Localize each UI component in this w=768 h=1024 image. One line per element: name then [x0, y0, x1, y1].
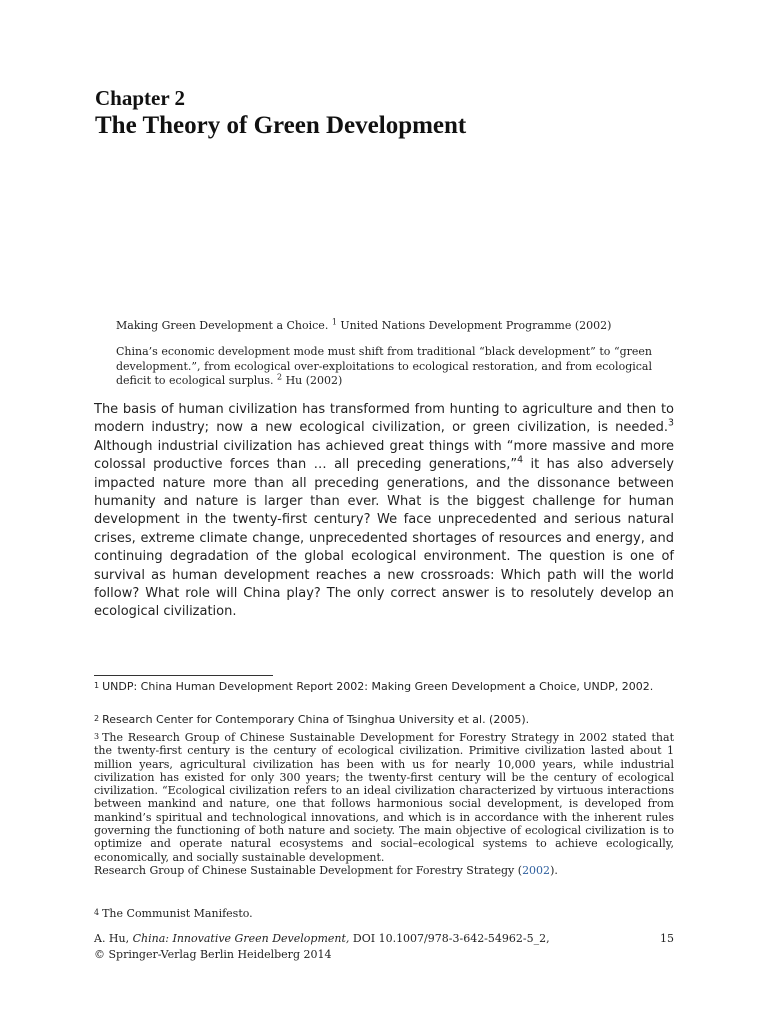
chapter-label: Chapter 2	[95, 86, 186, 110]
footnote-3-cite-link[interactable]: 2002	[522, 863, 551, 877]
footnote-divider	[94, 675, 273, 676]
epigraph-2-note[interactable]: 2	[277, 372, 283, 382]
body-paragraph	[94, 401, 674, 622]
footnote-4	[94, 907, 674, 920]
footnote-3-cite-suffix: ).	[550, 863, 558, 877]
footnote-3-number: 3	[94, 732, 100, 741]
footnote-1	[94, 680, 674, 693]
imprint	[94, 931, 674, 962]
epigraph-1	[116, 319, 652, 334]
epigraph-2-text: China’s economic development mode must shift from traditional “black development” to “green development.”, from ecological over-exploitations to ecological restoration, and from ecological deficit to ecological surplus.	[116, 345, 652, 387]
footnote-2-number: 2	[94, 714, 100, 723]
imprint-line-1	[94, 931, 674, 947]
footnote-2	[94, 713, 674, 726]
epigraph-1-text: Making Green Development a Choice.	[116, 319, 329, 332]
footnote-1-text: UNDP: China Human Development Report 2002: Making Green Development a Choice, UNDP, 2002.	[102, 680, 654, 693]
imprint-author: A. Hu,	[94, 932, 130, 945]
footnote-4-number: 4	[94, 908, 100, 917]
footnote-ref-3[interactable]: 3	[668, 418, 674, 430]
chapter-title: The Theory of Green Development	[95, 112, 467, 139]
footnote-2-text: Research Center for Contemporary China of Tsinghua University et al. (2005).	[102, 713, 530, 726]
epigraph-2-source: Hu (2002)	[285, 374, 343, 387]
page-number: 15	[660, 932, 674, 945]
footnote-ref-4[interactable]: 4	[517, 454, 524, 466]
imprint-book-title: China: Innovative Green Development,	[132, 932, 350, 945]
footnote-1-number: 1	[94, 681, 100, 690]
epigraph-1-note[interactable]: 1	[331, 317, 337, 327]
footnote-3-cite-prefix: Research Group of Chinese Sustainable Development for Forestry Strategy (	[94, 863, 523, 877]
footnote-3	[94, 731, 674, 877]
body-text-part-3: it has also adversely impacted nature more than all preceding generations, and the dissonance between humanity and nature is larger than ever. What is the biggest challenge for human development in the twenty-first century? We face unprecedented and serious natural crises, extreme climate change, unprecedented shortages of resources and energy, and continuing degradation of the global ecological environment. The question is one of survival as human development reaches a new crossroads: Which path will the world follow? What role will China play? The only correct answer is to resolutely develop an ecological civilization.	[94, 457, 674, 620]
epigraph-2	[116, 345, 652, 389]
epigraph-1-source: United Nations Development Programme (2002)	[340, 319, 612, 332]
body-text-part-2: Although industrial civilization has achieved great things with “more massive and more colossal productive forces than … all preceding generations,”	[94, 438, 674, 473]
footnote-4-text: The Communist Manifesto.	[102, 907, 253, 920]
body-text-part-1: The basis of human civilization has transformed from hunting to agriculture and then to modern industry; now a new ecological civilization, or green civilization, is needed.	[94, 402, 674, 436]
imprint-doi: DOI 10.1007/978-3-642-54962-5_2,	[352, 932, 550, 945]
footnote-3-text: The Research Group of Chinese Sustainable Development for Forestry Strategy in 2002 stated that the twenty-first century is the century of ecological civilization. Primitive civilization lasted about 1 million years, agricultural civilization has been with us for nearly 10,000 years, while industrial civilization has existed for only 300 years; the twenty-first century will be the century of ecological civilization. “Ecological civilization refers to an ideal civilization characterized by virtuous interactions between mankind and nature, one that follows harmonious social development, is developed from mankind’s spiritual and technological innovations, and which is in accordance with the inherent rules governing the functioning of both nature and society. The main objective of ecological civilization is to optimize and operate natural ecosystems and social–ecological systems to achieve ecologically, economically, and socially sustainable development.	[94, 731, 674, 864]
imprint-copyright: © Springer-Verlag Berlin Heidelberg 2014	[94, 947, 332, 961]
